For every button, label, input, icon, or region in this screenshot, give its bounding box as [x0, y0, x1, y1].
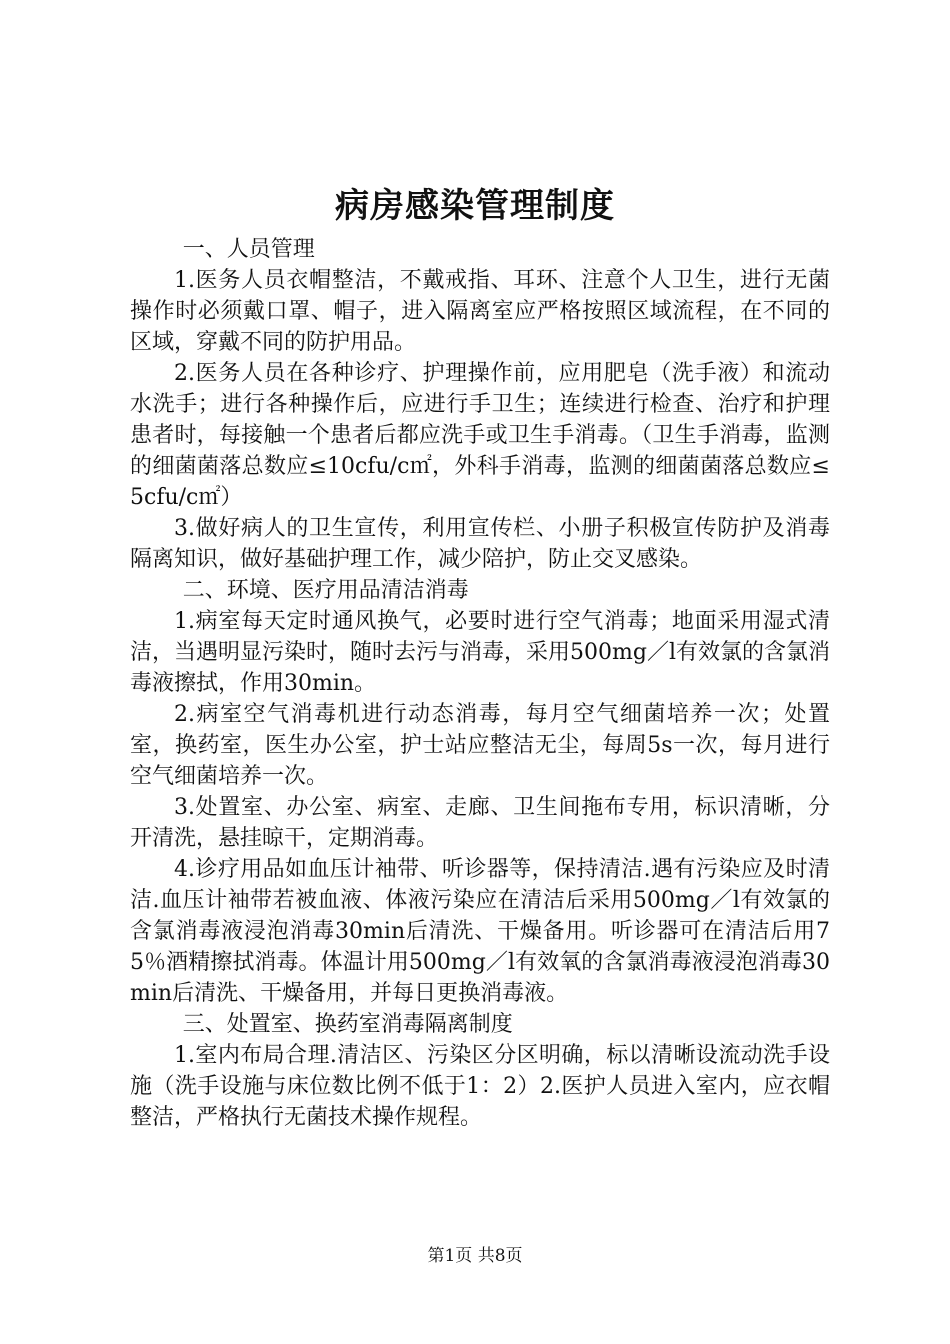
paragraph-personnel-1: 1.医务人员衣帽整洁，不戴戒指、耳环、注意个人卫生，进行无菌操作时必须戴口罩、帽子，进入隔离室应严格按照区域流程，在不同的区域，穿戴不同的防护用品。	[130, 268, 830, 355]
page-footer: 第1页 共8页	[427, 1246, 523, 1266]
paragraph-treatment-room-1: 1.室内布局合理.清洁区、污染区分区明确，标以清晰设流动洗手设施（洗手设施与床位数比例不低于1：2）2.医护人员进入室内，应衣帽整洁，严格执行无菌技术操作规程。	[130, 1043, 830, 1130]
paragraph-environment-3: 3.处置室、办公室、病室、走廊、卫生间拖布专用，标识清晰，分开清洗，悬挂晾干，定期消毒。	[130, 795, 830, 851]
paragraph-environment-2: 2.病室空气消毒机进行动态消毒，每月空气细菌培养一次；处置室，换药室，医生办公室，护士站应整洁无尘，每周5s一次，每月进行空气细菌培养一次。	[130, 702, 830, 789]
paragraph-personnel-3: 3.做好病人的卫生宣传，利用宣传栏、小册子积极宣传防护及消毒隔离知识，做好基础护理工作，减少陪护，防止交叉感染。	[130, 516, 830, 572]
paragraph-environment-1: 1.病室每天定时通风换气，必要时进行空气消毒；地面采用湿式清洁，当遇明显污染时，随时去污与消毒，采用500mg／l有效氯的含氯消毒液擦拭，作用30min。	[130, 609, 830, 696]
document-title: 病房感染管理制度	[335, 186, 615, 226]
section-heading-personnel: 一、人员管理	[182, 237, 315, 262]
paragraph-environment-4: 4.诊疗用品如血压计袖带、听诊器等，保持清洁.遇有污染应及时清洁.血压计袖带若被血液、体液污染应在清洁后采用500mg／l有效氯的含氯消毒液浸泡消毒30min后清洗、干燥备用。听诊器可在清洁后用75％酒精擦拭消毒。体温计用500mg／l有效氧的含氯消毒液浸泡消毒30min后清洗、干燥备用，并每日更换消毒液。	[130, 857, 830, 1006]
section-heading-treatment-room: 三、处置室、换药室消毒隔离制度	[182, 1012, 513, 1037]
paragraph-personnel-2: 2.医务人员在各种诊疗、护理操作前，应用肥皂（洗手液）和流动水洗手；进行各种操作后，应进行手卫生；连续进行检查、治疗和护理患者时，每接触一个患者后都应洗手或卫生手消毒。（卫生手消毒，监测的细菌菌落总数应≤10cfu/c㎡，外科手消毒，监测的细菌菌落总数应≤5cfu/c㎡）	[130, 361, 830, 510]
document-body	[130, 234, 830, 1133]
section-heading-environment: 二、环境、医疗用品清洁消毒	[182, 578, 469, 603]
